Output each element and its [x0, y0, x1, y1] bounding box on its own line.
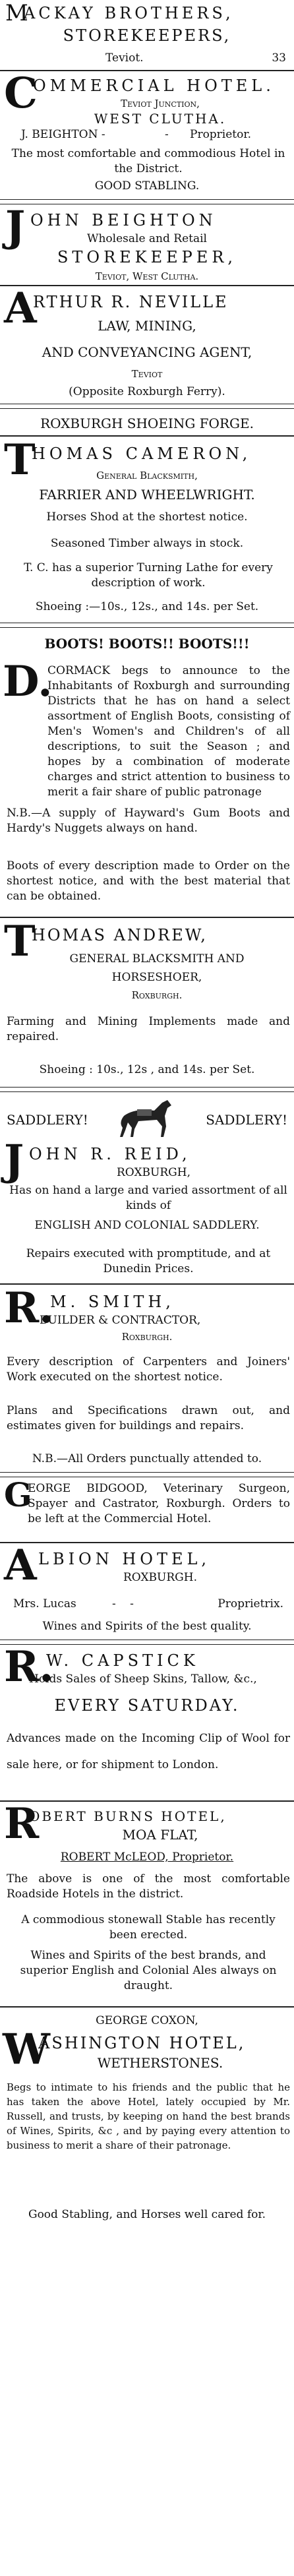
location: Teviot	[131, 368, 163, 380]
description: GENERAL BLACKSMITH AND	[69, 952, 245, 966]
description: EORGE BIDGOOD, Veterinary Surgeon, Spayer and Castrator, Roxburgh. Orders to be left at the Commercial Hotel.	[28, 1482, 290, 1525]
location-line: Teviot Junction,	[121, 98, 200, 109]
location: Roxburgh.	[131, 989, 183, 1001]
business-name: LBION HOTEL,	[38, 1550, 211, 1568]
horse-icon	[115, 1093, 178, 1140]
description: Begs to intimate to his friends and the public that he has taken the above Hotel, lately occupied by Mr. Russell, and trusts, by keeping on hand the best brands of Wines, Spirits, &c , and by paying every attention to business to merit a share of their patronage.	[7, 2081, 290, 2151]
dropcap: A	[4, 1541, 37, 1590]
divider	[0, 2006, 294, 2008]
description: Holds Sales of Sheep Skins, Tallow, &c.,	[29, 1672, 257, 1686]
dropcap: J	[5, 202, 26, 251]
description: Horses Shod at the shortest notice.	[46, 510, 248, 524]
description: Repairs executed with promptitude, and at Dunedin Prices.	[26, 1247, 271, 1275]
description: A commodious stonewall Stable has recently been erected.	[21, 1913, 276, 1942]
description: BUILDER & CONTRACTOR,	[40, 1314, 201, 1327]
pricing: Shoeing : 10s., 12s , and 14s. per Set.	[39, 1063, 255, 1076]
business-name: HOMAS CAMERON,	[32, 445, 252, 463]
location: MOA FLAT,	[122, 1827, 198, 1843]
heading-right: SADDLERY!	[206, 1112, 287, 1128]
business-name: HOMAS ANDREW,	[32, 926, 208, 944]
divider	[0, 1472, 294, 1477]
location-line: WEST CLUTHA.	[94, 111, 227, 127]
dropcap: A	[4, 284, 37, 333]
dash: -	[165, 128, 169, 141]
dropcap: R.	[4, 1283, 54, 1333]
business-name: ACKAY BROTHERS,	[24, 4, 234, 22]
divider	[0, 70, 294, 71]
dropcap: G	[4, 1475, 32, 1514]
description: Every description of Carpenters and Joiners' Work executed on the shortest notice.	[7, 1355, 290, 1384]
proprietor-label: Proprietrix.	[218, 1597, 283, 1610]
business-name: W. CAPSTICK	[46, 1651, 199, 1670]
location: ROXBURGH.	[123, 1571, 197, 1584]
business-name: OHN BEIGHTON	[30, 211, 217, 230]
description: T. C. has a superior Turning Lathe for every description of work.	[24, 561, 273, 590]
description: HORSESHOER,	[111, 971, 202, 984]
note: N.B.—A supply of Hayward's Gum Boots and Hardy's Nuggets always on hand.	[7, 807, 290, 835]
description: ENGLISH AND COLONIAL SADDLERY.	[34, 1219, 260, 1232]
pricing: Shoeing :—10s., 12s., and 14s. per Set.	[35, 600, 259, 613]
divider	[0, 404, 294, 409]
location: WETHERSTONES.	[97, 2055, 223, 2071]
divider	[0, 1800, 294, 1802]
dropcap: M	[5, 0, 28, 26]
location-note: (Opposite Roxburgh Ferry).	[69, 385, 225, 398]
business-name: OHN R. REID,	[29, 1145, 191, 1163]
description: FARRIER AND WHEELWRIGHT.	[39, 487, 255, 503]
description: Wines and Spirits of the best brands, and superior English and Colonial Ales always on draught.	[20, 1949, 277, 1992]
proprietor: ROBERT McLEOD, Proprietor.	[60, 1851, 234, 1864]
business-type: STOREKEEPERS,	[63, 26, 231, 45]
dropcap: J	[4, 1136, 24, 1185]
page-number: 33	[272, 51, 286, 65]
dropcap: R	[4, 1799, 40, 1849]
description: General Blacksmith,	[96, 470, 198, 481]
divider	[0, 1087, 294, 1092]
dropcap: W	[3, 2025, 50, 2074]
location: Roxburgh.	[121, 1331, 173, 1343]
heading: BOOTS! BOOTS!! BOOTS!!!	[44, 636, 250, 652]
divider	[0, 199, 294, 204]
business-name: M. SMITH,	[50, 1293, 175, 1311]
description: CORMACK begs to announce to the Inhabitants of Roxburgh and surrounding Districts that he has on hand a select assortment of English Boots, consisting of Men's Women's and Children's of all descriptions, to suit the Season ; and hopes by a combination of moderate charges and strict attention to business to merit a fair share of public patronage	[47, 664, 290, 799]
note: N.B.—All Orders punctually attended to.	[32, 1452, 262, 1465]
proprietor: GEORGE COXON,	[96, 2014, 198, 2027]
dropcap: D.	[3, 657, 53, 706]
description: AND CONVEYANCING AGENT,	[42, 344, 252, 360]
proprietor-name: Mrs. Lucas	[13, 1597, 76, 1610]
location: Teviot, West Clutha.	[95, 270, 199, 282]
description: Farming and Mining Implements made and repaired.	[7, 1015, 290, 1043]
location: Teviot.	[105, 51, 144, 65]
dropcap: T	[4, 917, 36, 966]
proprietor-label: Proprietor.	[190, 128, 252, 141]
sale-day: EVERY SATURDAY.	[54, 1696, 240, 1715]
business-name: OBERT BURNS HOTEL,	[29, 1808, 227, 1824]
dropcap: R.	[4, 1642, 54, 1692]
dropcap: T	[4, 435, 36, 485]
footer: Good Stabling, and Horses well cared for.	[28, 2208, 266, 2221]
business-name: RTHUR R. NEVILLE	[33, 293, 229, 311]
description: LAW, MINING,	[98, 318, 196, 334]
dash: - -	[112, 1597, 139, 1610]
divider	[0, 285, 294, 286]
divider	[0, 435, 294, 437]
business-name: ASHINGTON HOTEL,	[38, 2034, 246, 2052]
description: Advances made on the Incoming Clip of Wool for sale here, or for shipment to London.	[7, 1732, 290, 1771]
description: Boots of every description made to Order on the shortest notice, and with the best material that can be obtained.	[7, 859, 290, 903]
description: Has on hand a large and varied assortment of all kinds of	[9, 1184, 287, 1212]
divider	[0, 917, 294, 918]
dropcap: C	[4, 69, 38, 118]
divider	[0, 1542, 294, 1543]
location: ROXBURGH,	[117, 1166, 191, 1179]
description: The above is one of the most comfortable Roadside Hotels in the district.	[7, 1872, 290, 1901]
footer: GOOD STABLING.	[94, 179, 200, 193]
description: Wholesale and Retail	[87, 232, 207, 245]
business-type: STOREKEEPER,	[57, 248, 237, 266]
heading: ROXBURGH SHOEING FORGE.	[40, 415, 254, 431]
business-name: OMMERCIAL HOTEL.	[33, 77, 275, 95]
description: Wines and Spirits of the best quality.	[42, 1620, 252, 1633]
divider	[0, 623, 294, 628]
heading-left: SADDLERY!	[7, 1112, 88, 1128]
description: Plans and Specifications drawn out, and estimates given for buildings and repairs.	[7, 1404, 290, 1432]
description: Seasoned Timber always in stock.	[50, 537, 244, 550]
proprietor-name: J. BEIGHTON -	[21, 128, 105, 141]
description: The most comfortable and commodious Hotel in the District.	[11, 147, 285, 175]
